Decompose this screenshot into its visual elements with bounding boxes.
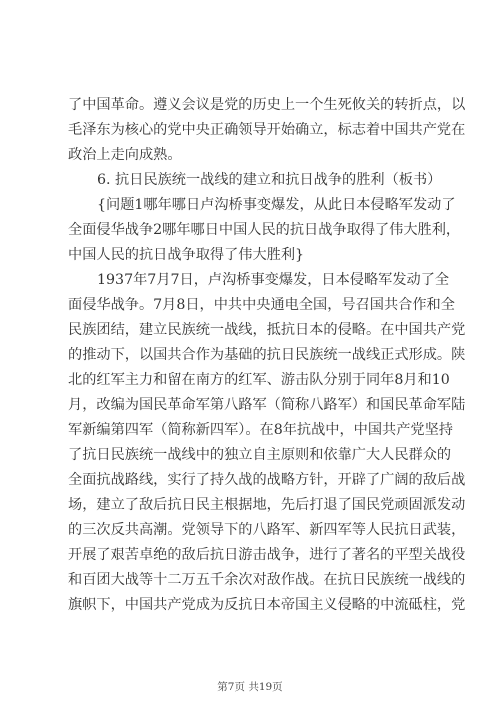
text-line: 全面抗战路线，实行了持久战的战略方针，开辟了广阔的敌后战 (68, 472, 466, 488)
text-line: 了抗日民族统一战线中的独立自主原则和依靠广大人民群众的 (68, 447, 452, 463)
text-line: 的三次反共高潮。党领导下的八路军、新四军等人民抗日武装， (68, 522, 466, 538)
text-line: 和百团大战等十二万五千余次对敌作战。在抗日民族统一战线的 (68, 572, 466, 588)
text-line: 了中国革命。遵义会议是党的历史上一个生死攸关的转折点，以 (68, 97, 466, 113)
text-line: 面侵华战争。7月8日，中共中央通电全国，号召国共合作和全 (68, 297, 455, 313)
text-line: 全面侵华战争2哪年哪日中国人民的抗日战争取得了伟大胜利， (68, 222, 461, 238)
text-line: 开展了艰苦卓绝的敌后抗日游击战争，进行了著名的平型关战役 (68, 547, 466, 563)
text-line: 军新编第四军（简称新四军）。在8年抗战中，中国共产党坚持 (68, 422, 453, 438)
section-heading: 6. 抗日民族统一战线的建立和抗日战争的胜利（板书） (97, 172, 442, 188)
text-line: 民族团结，建立民族统一战线，抵抗日本的侵略。在中国共产党 (68, 322, 466, 338)
text-line: 1937年7月7日，卢沟桥事变爆发，日本侵略军发动了全 (97, 272, 450, 288)
text-line: 毛泽东为核心的党中央正确领导开始确立，标志着中国共产党在 (68, 122, 466, 138)
text-line: 的推动下，以国共合作为基础的抗日民族统一战线正式形成。陕 (68, 347, 466, 363)
text-line: 月，改编为国民革命军第八路军（简称八路军）和国民革命军陆 (68, 397, 466, 413)
text-line: 政治上走向成熟。 (68, 147, 182, 163)
text-line: 场，建立了敌后抗日民主根据地，先后打退了国民党顽固派发动 (68, 497, 466, 513)
text-line: 北的红军主力和留在南方的红军、游击队分别于同年8月和10 (68, 372, 450, 388)
page-footer: 第7页 共19页 (217, 681, 283, 693)
text-line: {问题1哪年哪日卢沟桥事变爆发，从此日本侵略军发动了 (97, 197, 456, 213)
text-line: 中国人民的抗日战争取得了伟大胜利} (68, 247, 305, 263)
text-line: 旗帜下，中国共产党成为反抗日本帝国主义侵略的中流砥柱，党 (68, 597, 466, 613)
